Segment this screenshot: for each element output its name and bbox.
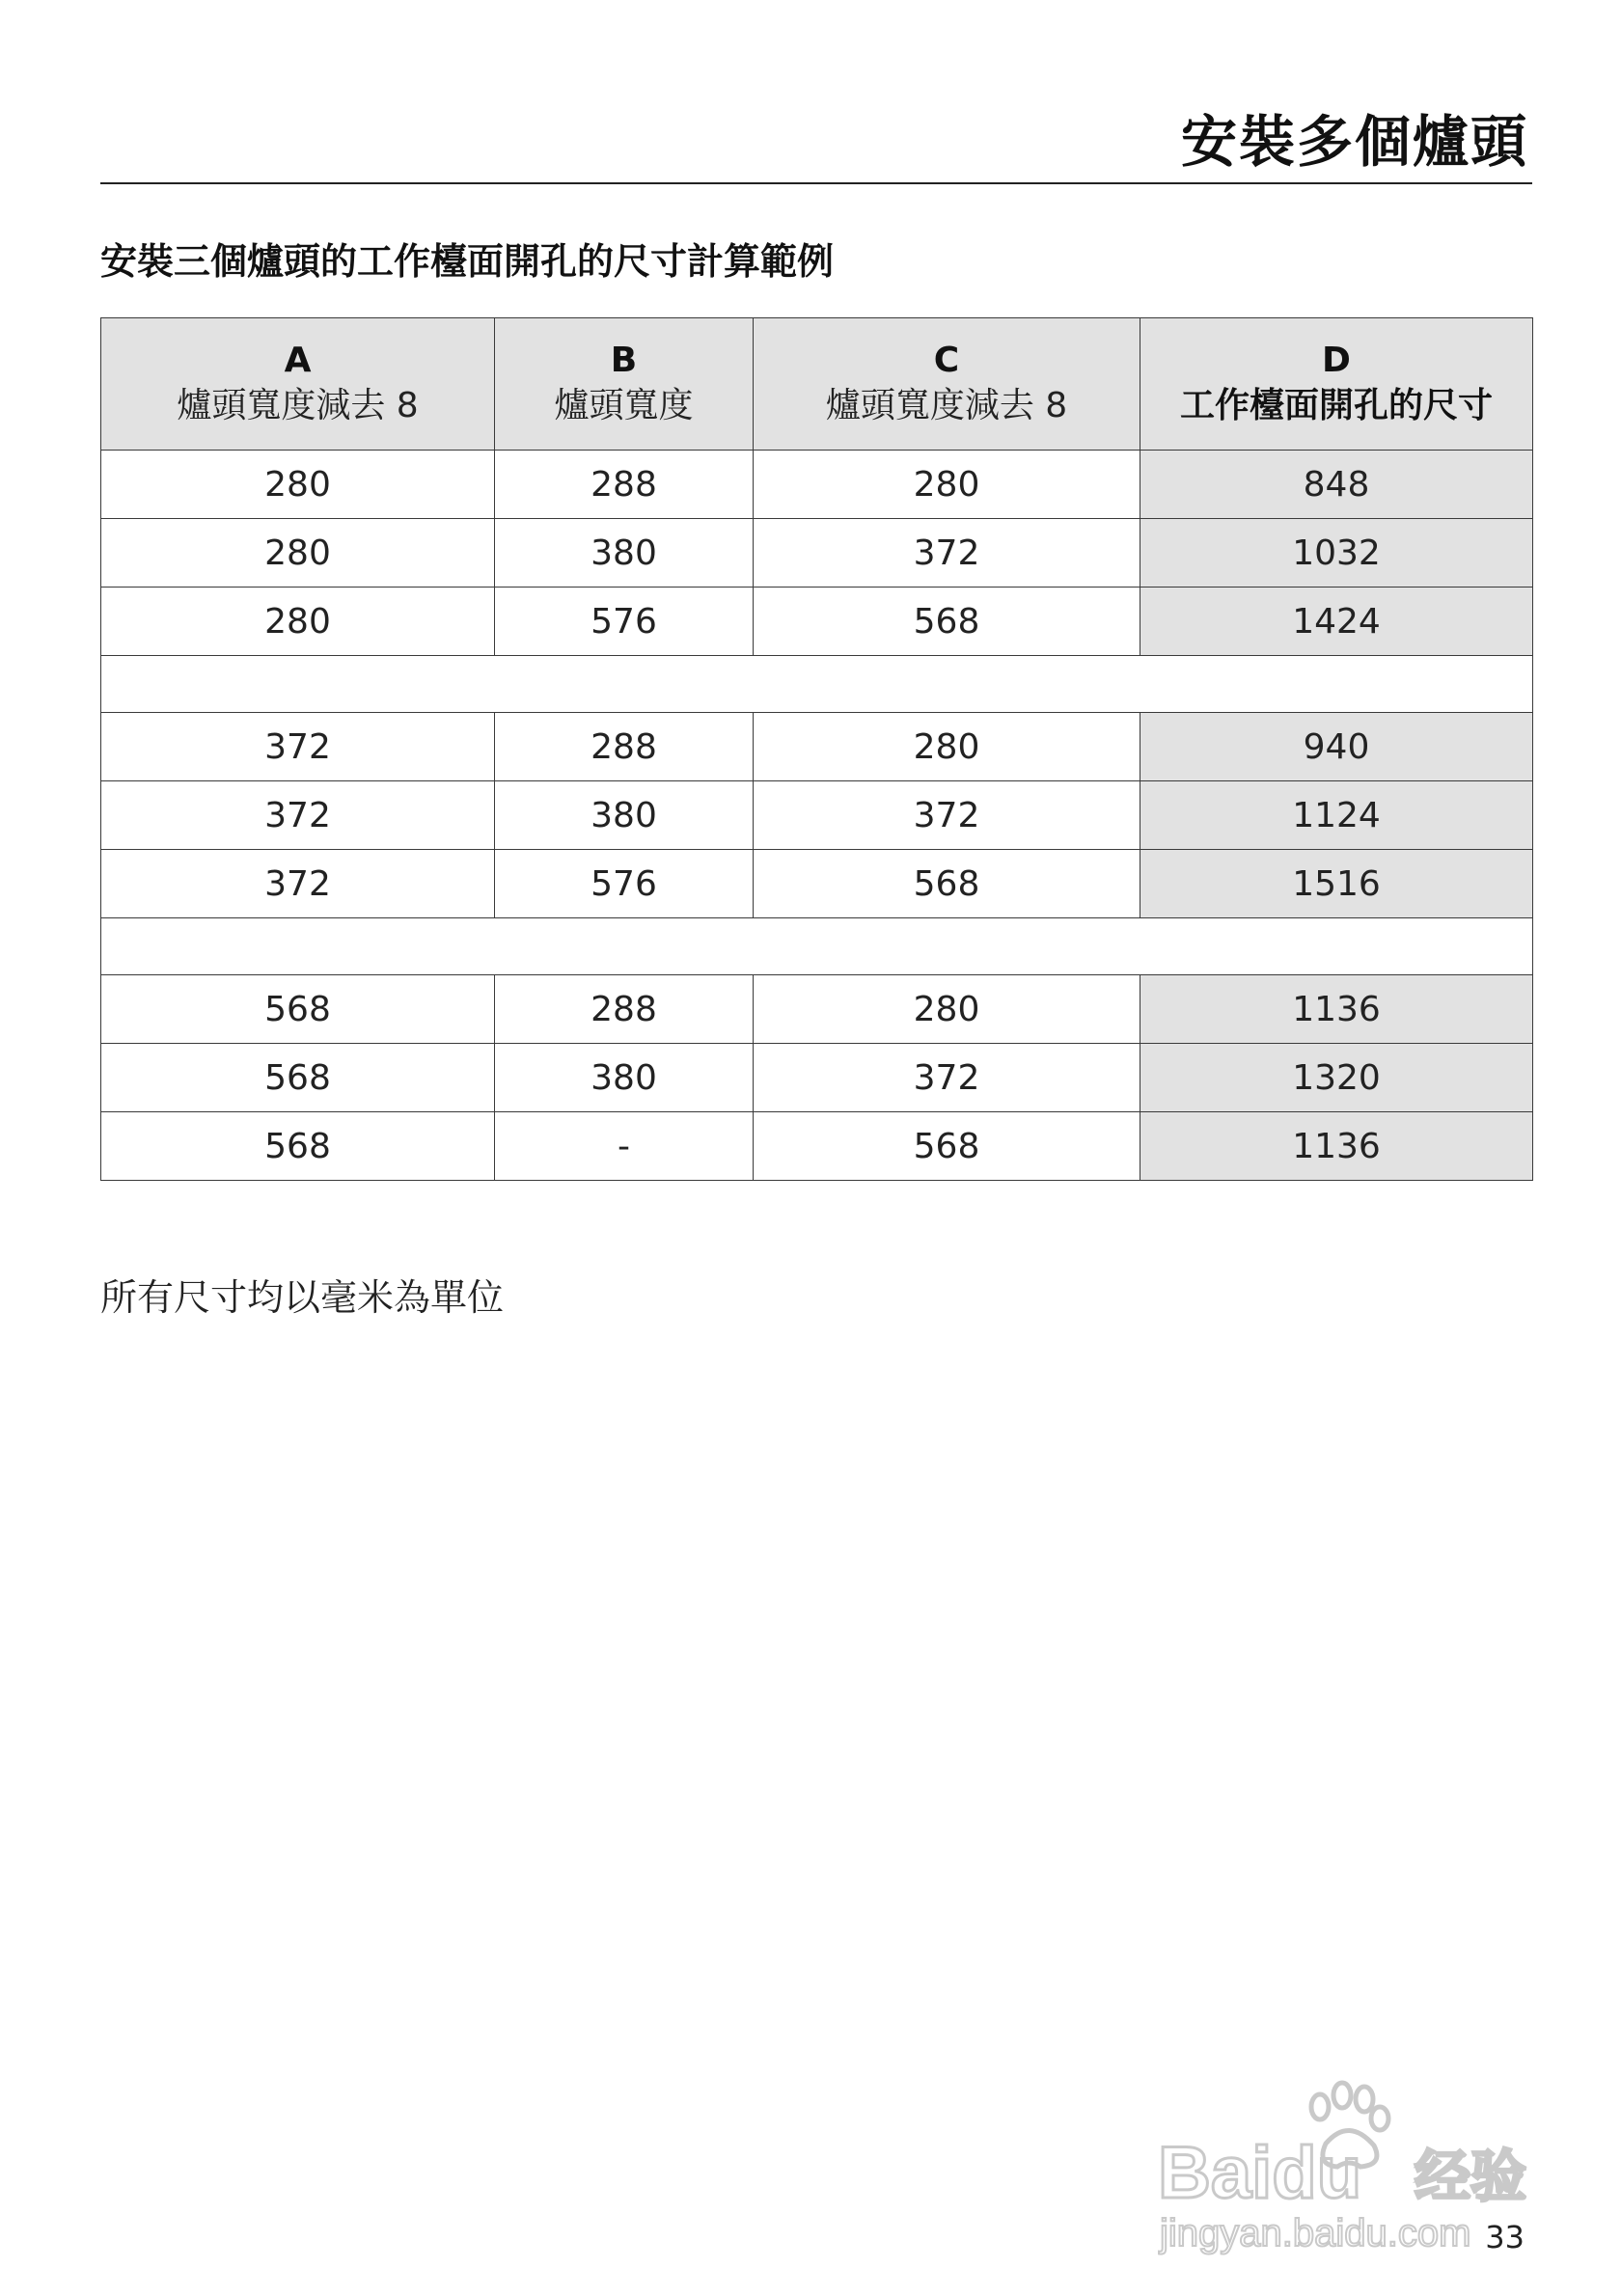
table-header-row xyxy=(101,318,1533,451)
header-divider xyxy=(100,182,1532,184)
column-header-b xyxy=(495,318,754,451)
spacer-cell xyxy=(101,656,1533,713)
page-title: 安裝多個爐頭 xyxy=(1180,109,1528,175)
cell-b: - xyxy=(495,1112,754,1181)
table-row xyxy=(101,850,1533,918)
watermark-brand: Baidu xyxy=(1158,2132,1362,2214)
cell-d: 1320 xyxy=(1140,1044,1533,1112)
column-letter: D xyxy=(1322,341,1351,381)
table-row xyxy=(101,1044,1533,1112)
cell-c: 280 xyxy=(754,713,1140,781)
column-description: 工作檯面開孔的尺寸 xyxy=(1179,386,1493,425)
cell-c: 568 xyxy=(754,850,1140,918)
cell-a: 372 xyxy=(101,781,495,850)
cell-a: 280 xyxy=(101,519,495,588)
cell-d: 1136 xyxy=(1140,975,1533,1044)
cell-d: 1424 xyxy=(1140,588,1533,656)
table-row xyxy=(101,451,1533,519)
watermark-product: 经验 xyxy=(1415,2144,1527,2209)
cell-b: 380 xyxy=(495,1044,754,1112)
column-description: 爐頭寬度減去 8 xyxy=(177,386,419,425)
table-row xyxy=(101,781,1533,850)
cell-a: 372 xyxy=(101,713,495,781)
column-letter: C xyxy=(933,341,960,381)
spacer-cell xyxy=(101,918,1533,975)
cell-b: 576 xyxy=(495,850,754,918)
column-description: 爐頭寬度減去 8 xyxy=(825,386,1068,425)
cell-a: 280 xyxy=(101,588,495,656)
table-row xyxy=(101,713,1533,781)
column-letter: B xyxy=(610,341,638,381)
column-description: 爐頭寬度 xyxy=(554,386,694,425)
table-row xyxy=(101,975,1533,1044)
column-header-d xyxy=(1140,318,1533,451)
cell-b: 380 xyxy=(495,781,754,850)
cell-b: 288 xyxy=(495,713,754,781)
cell-d: 848 xyxy=(1140,451,1533,519)
cutout-dimension-table xyxy=(100,317,1533,1181)
section-heading: 安裝三個爐頭的工作檯面開孔的尺寸計算範例 xyxy=(100,240,835,283)
column-letter: A xyxy=(284,341,312,381)
spacer-row xyxy=(101,918,1533,975)
baidu-jingyan-watermark xyxy=(1156,2064,1542,2257)
cell-b: 576 xyxy=(495,588,754,656)
column-header-a xyxy=(101,318,495,451)
units-footnote: 所有尺寸均以毫米為單位 xyxy=(100,1276,505,1319)
table-row xyxy=(101,1112,1533,1181)
cell-a: 372 xyxy=(101,850,495,918)
cell-a: 280 xyxy=(101,451,495,519)
cell-d: 1032 xyxy=(1140,519,1533,588)
watermark-url: jingyan.baidu.com xyxy=(1160,2212,1471,2255)
cell-d: 940 xyxy=(1140,713,1533,781)
cell-a: 568 xyxy=(101,1044,495,1112)
cell-b: 380 xyxy=(495,519,754,588)
cell-b: 288 xyxy=(495,451,754,519)
page-number: 33 xyxy=(1485,2219,1525,2255)
cell-c: 568 xyxy=(754,1112,1140,1181)
cell-d: 1136 xyxy=(1140,1112,1533,1181)
cell-a: 568 xyxy=(101,1112,495,1181)
cell-c: 372 xyxy=(754,1044,1140,1112)
cell-c: 568 xyxy=(754,588,1140,656)
table-row xyxy=(101,588,1533,656)
cell-c: 372 xyxy=(754,781,1140,850)
spacer-row xyxy=(101,656,1533,713)
column-header-c xyxy=(754,318,1140,451)
cell-d: 1516 xyxy=(1140,850,1533,918)
cell-a: 568 xyxy=(101,975,495,1044)
cell-c: 372 xyxy=(754,519,1140,588)
cell-c: 280 xyxy=(754,451,1140,519)
cell-c: 280 xyxy=(754,975,1140,1044)
table-row xyxy=(101,519,1533,588)
cell-d: 1124 xyxy=(1140,781,1533,850)
cell-b: 288 xyxy=(495,975,754,1044)
